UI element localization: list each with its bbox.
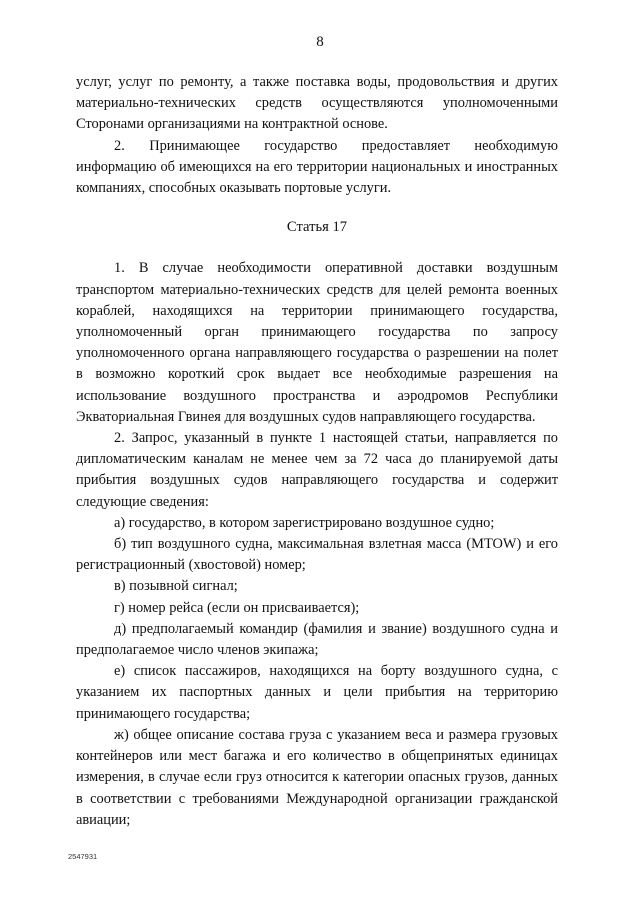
list-item-e: е) список пассажиров, находящихся на борту воздушного судна, с указанием их паспортных данных и цели прибытия на территорию принимающего государства; xyxy=(76,663,558,722)
list-item-g: г) номер рейса (если он присваивается); xyxy=(114,599,360,616)
document-body xyxy=(76,72,558,831)
paragraph-article-item-1: 1. В случае необходимости оперативной доставки воздушным транспортом материально-технических средств для целей ремонта военных кораблей, находящихся на территории принимающего государства, уполномоченный орган принимающего государства по запросу уполномоченного органа направляющего государства о разрешении на полет в возможно короткий срок выдает все необходимые разрешения на использование воздушного пространства и аэродромов Республики Экваториальная Гвинея для воздушных судов направляющего государства. xyxy=(76,260,558,425)
article-heading: Статья 17 xyxy=(286,219,348,236)
document-code: 2547931 xyxy=(68,852,98,861)
list-item-b: б) тип воздушного судна, максимальная взлетная масса (MTOW) и его регистрационный (хвостовой) номер; xyxy=(76,536,558,574)
list-item-d: д) предполагаемый командир (фамилия и звание) воздушного судна и предполагаемое число членов экипажа; xyxy=(76,620,558,659)
page-number: 8 xyxy=(316,34,324,50)
list-item-a: а) государство, в котором зарегистрировано воздушное судно; xyxy=(114,514,495,531)
list-item-zh: ж) общее описание состава груза с указанием веса и размера грузовых контейнеров или мест багажа и его количество в общепринятых единицах измерения, в случае если груз относится к категории опасных грузов, данных в соответствии с требованиями Международной организации гражданской авиации; xyxy=(76,726,558,828)
list-item-v: в) позывной сигнал; xyxy=(114,578,238,595)
paragraph-item-2: 2. Принимающее государство предоставляет необходимую информацию об имеющихся на его территории национальных и иностранных компаниях, способных оказывать портовые услуги. xyxy=(76,137,558,197)
paragraph-article-item-2: 2. Запрос, указанный в пункте 1 настоящей статьи, направляется по дипломатическим каналам не менее чем за 72 часа до планируемой даты прибытия воздушных судов направляющего государства и содержит следующие сведения: xyxy=(76,430,558,510)
paragraph-continuation: услуг, услуг по ремонту, а также поставка воды, продовольствия и других материально-технических средств осуществляются уполномоченными Сторонами организациями на контрактной основе. xyxy=(76,74,558,133)
